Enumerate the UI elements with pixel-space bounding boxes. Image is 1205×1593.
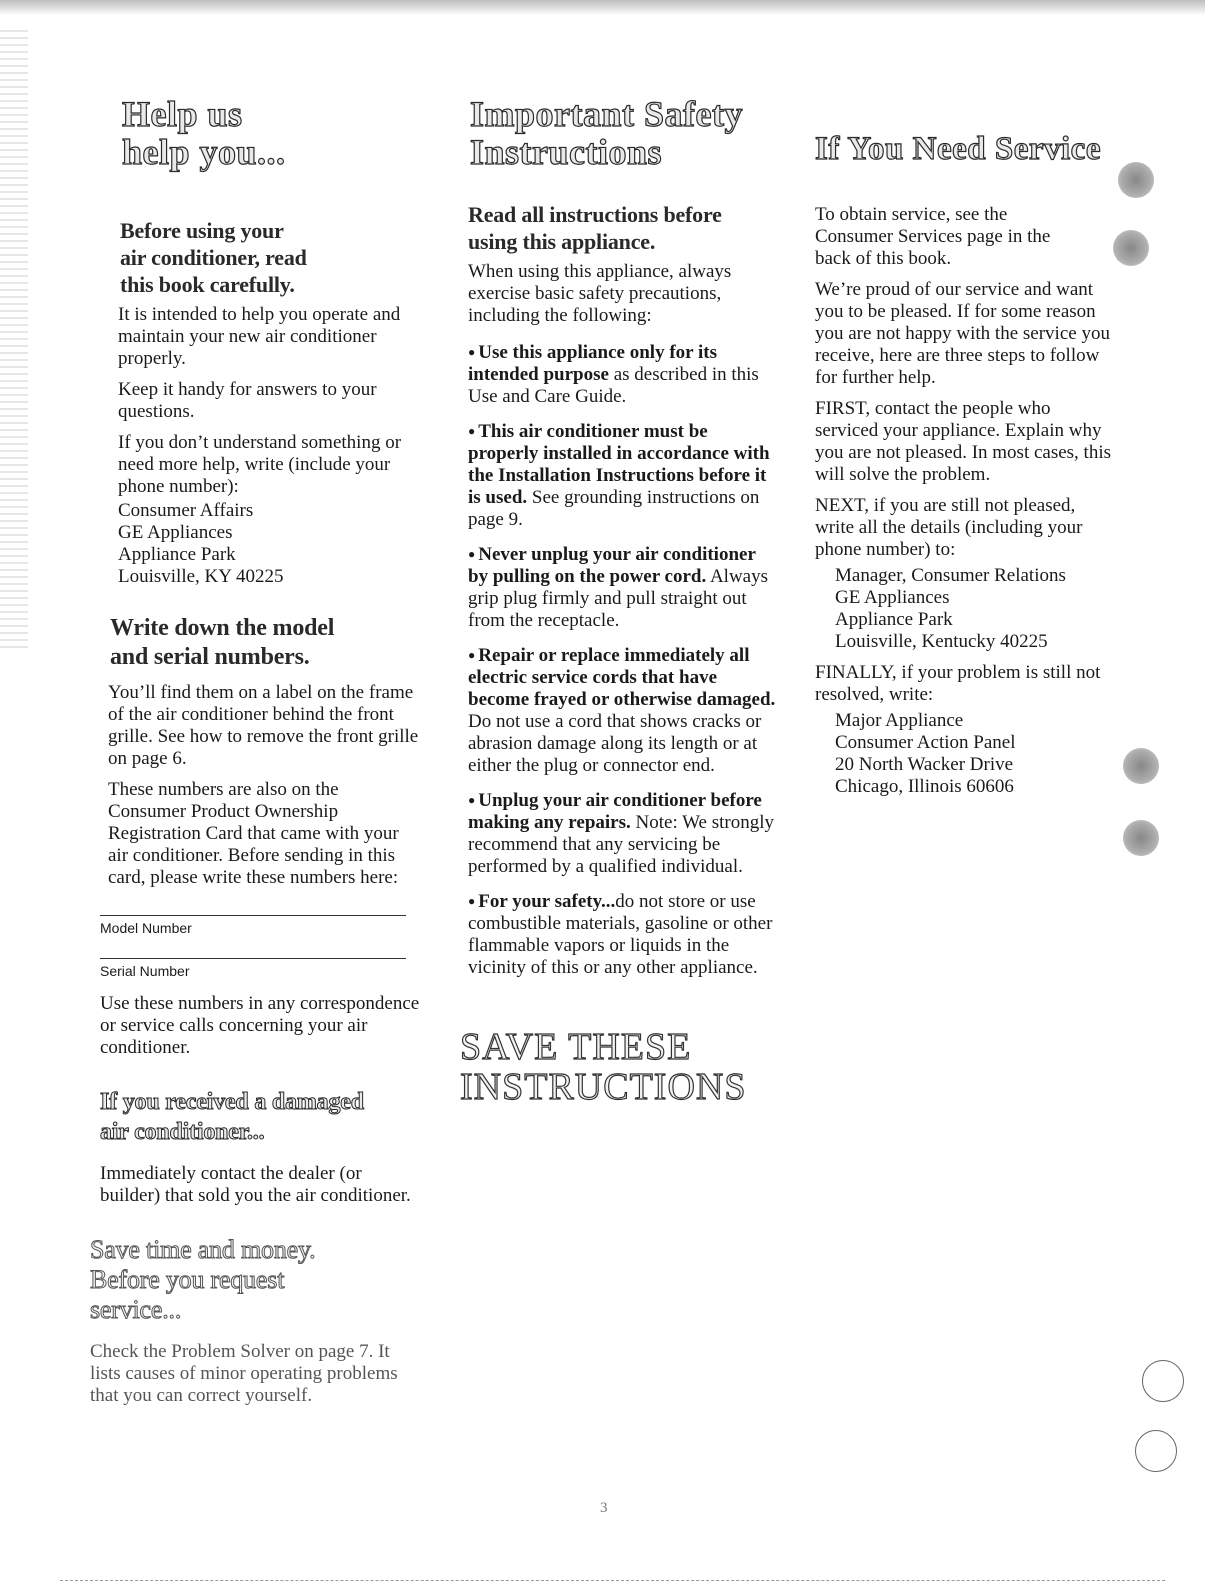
scan-bottom-edge xyxy=(60,1580,1165,1582)
title-important-safety: Important Safety Instructions xyxy=(470,94,743,172)
consumer-affairs-address: Consumer Affairs GE Appliances Appliance Park Louisville, KY 40225 xyxy=(118,500,284,587)
model-number-label: Model Number xyxy=(100,920,192,936)
heading-damaged: If you received a damaged air conditioner... xyxy=(100,1089,364,1145)
safety-bullet-installation: ● This air conditioner must be properly installed in accordance with the Installation Instructions before it is used. See grounding instructions on page 9. xyxy=(468,421,770,530)
heading-before-using: Before using your air conditioner, read this book carefully. xyxy=(120,218,307,297)
bullet-icon: ● xyxy=(468,424,476,438)
paragraph-intended: It is intended to help you operate and maintain your new air conditioner properly. xyxy=(118,304,401,369)
paragraph-first: FIRST, contact the people who serviced your appliance. Explain why you are not pleased. In most cases, this will solve the problem. xyxy=(815,398,1112,485)
column-help-us xyxy=(90,94,420,1416)
serial-number-label: Serial Number xyxy=(100,963,190,979)
hole-punch-icon xyxy=(1123,748,1159,784)
bullet-icon: ● xyxy=(468,648,476,662)
paragraph-safety-intro: When using this appliance, always exercise basic safety precautions, including the following: xyxy=(468,261,732,326)
heading-read-all: Read all instructions before using this appliance. xyxy=(468,202,722,254)
paragraph-dont-understand: If you don’t understand something or need more help, write (include your phone number): xyxy=(118,432,402,497)
bullet-icon: ● xyxy=(468,793,476,807)
hole-punch-icon xyxy=(1113,230,1149,266)
bullet-icon: ● xyxy=(468,894,476,908)
column-service xyxy=(815,130,1115,807)
paragraph-contact-dealer: Immediately contact the dealer (or builder) that sold you the air conditioner. xyxy=(100,1163,411,1206)
save-time-section xyxy=(90,1235,420,1407)
save-these-instructions: SAVE THESE INSTRUCTIONS xyxy=(460,1026,747,1108)
safety-bullet-repair-cords: ● Repair or replace immediately all electric service cords that have become frayed or otherwise damaged. Do not use a cord that shows cracks or abrasion damage along its length or at either the plug or connector end. xyxy=(468,645,776,776)
bullet-icon: ● xyxy=(468,345,476,359)
bullet-icon: ● xyxy=(468,547,476,561)
consumer-relations-address: Manager, Consumer Relations GE Appliances Appliance Park Louisville, Kentucky 40225 xyxy=(835,565,1066,652)
paragraph-problem-solver: Check the Problem Solver on page 7. It lists causes of minor operating problems that you can correct yourself. xyxy=(90,1341,398,1406)
model-number-field[interactable] xyxy=(100,915,406,936)
safety-bullet-flammables: ● For your safety...do not store or use combustible materials, gasoline or other flammable vapors or liquids in the vicinity of this or any other appliance. xyxy=(468,891,773,978)
paragraph-finally: FINALLY, if your problem is still not resolved, write: xyxy=(815,662,1101,705)
paragraph-label-location: You’ll find them on a label on the frame of the air conditioner behind the front grille. See how to remove the front grille on page 6. xyxy=(108,682,419,769)
ring-hole-icon xyxy=(1142,1360,1184,1402)
heading-write-down-numbers: Write down the model and serial numbers. xyxy=(110,615,335,670)
paragraph-next: NEXT, if you are still not pleased, write all the details (including your phone number) to: xyxy=(815,495,1083,560)
heading-save-time: Save time and money. Before you request service... xyxy=(90,1235,316,1324)
paragraph-registration-card: These numbers are also on the Consumer Product Ownership Registration Card that came with your air conditioner. Before sending in this card, please write these numbers here: xyxy=(108,779,399,888)
scan-top-edge xyxy=(0,0,1205,14)
consumer-action-panel-address: Major Appliance Consumer Action Panel 20 North Wacker Drive Chicago, Illinois 60606 xyxy=(835,710,1016,797)
column-safety xyxy=(460,95,780,1107)
scan-left-edge xyxy=(0,30,28,650)
safety-bullet-unplug-repairs: ● Unplug your air conditioner before making any repairs. Note: We strongly recommend that any servicing be performed by a qualified individual. xyxy=(468,790,775,877)
hole-punch-icon xyxy=(1123,820,1159,856)
model-number-line xyxy=(100,915,406,916)
serial-number-line xyxy=(100,958,406,959)
paragraph-proud: We’re proud of our service and want you to be pleased. If for some reason you are not happy with the service you receive, here are three steps to follow for further help. xyxy=(815,279,1110,388)
hole-punch-icon xyxy=(1118,162,1154,198)
title-help-us: Help us help you... xyxy=(122,94,286,172)
title-if-you-need-service: If You Need Service xyxy=(815,131,1101,167)
safety-bullet-intended-use: ● Use this appliance only for its intended purpose as described in this Use and Care Guide. xyxy=(468,342,759,407)
paragraph-use-numbers: Use these numbers in any correspondence or service calls concerning your air conditioner. xyxy=(100,993,420,1058)
paragraph-keep-handy: Keep it handy for answers to your questions. xyxy=(118,379,377,422)
page-number: 3 xyxy=(600,1500,608,1516)
paragraph-obtain-service: To obtain service, see the Consumer Services page in the back of this book. xyxy=(815,204,1051,269)
ring-hole-icon xyxy=(1135,1430,1177,1472)
serial-number-field[interactable] xyxy=(100,958,406,979)
safety-bullet-unplug-cord: ● Never unplug your air conditioner by pulling on the power cord. Always grip plug firmly and pull straight out from the receptacle. xyxy=(468,544,768,631)
